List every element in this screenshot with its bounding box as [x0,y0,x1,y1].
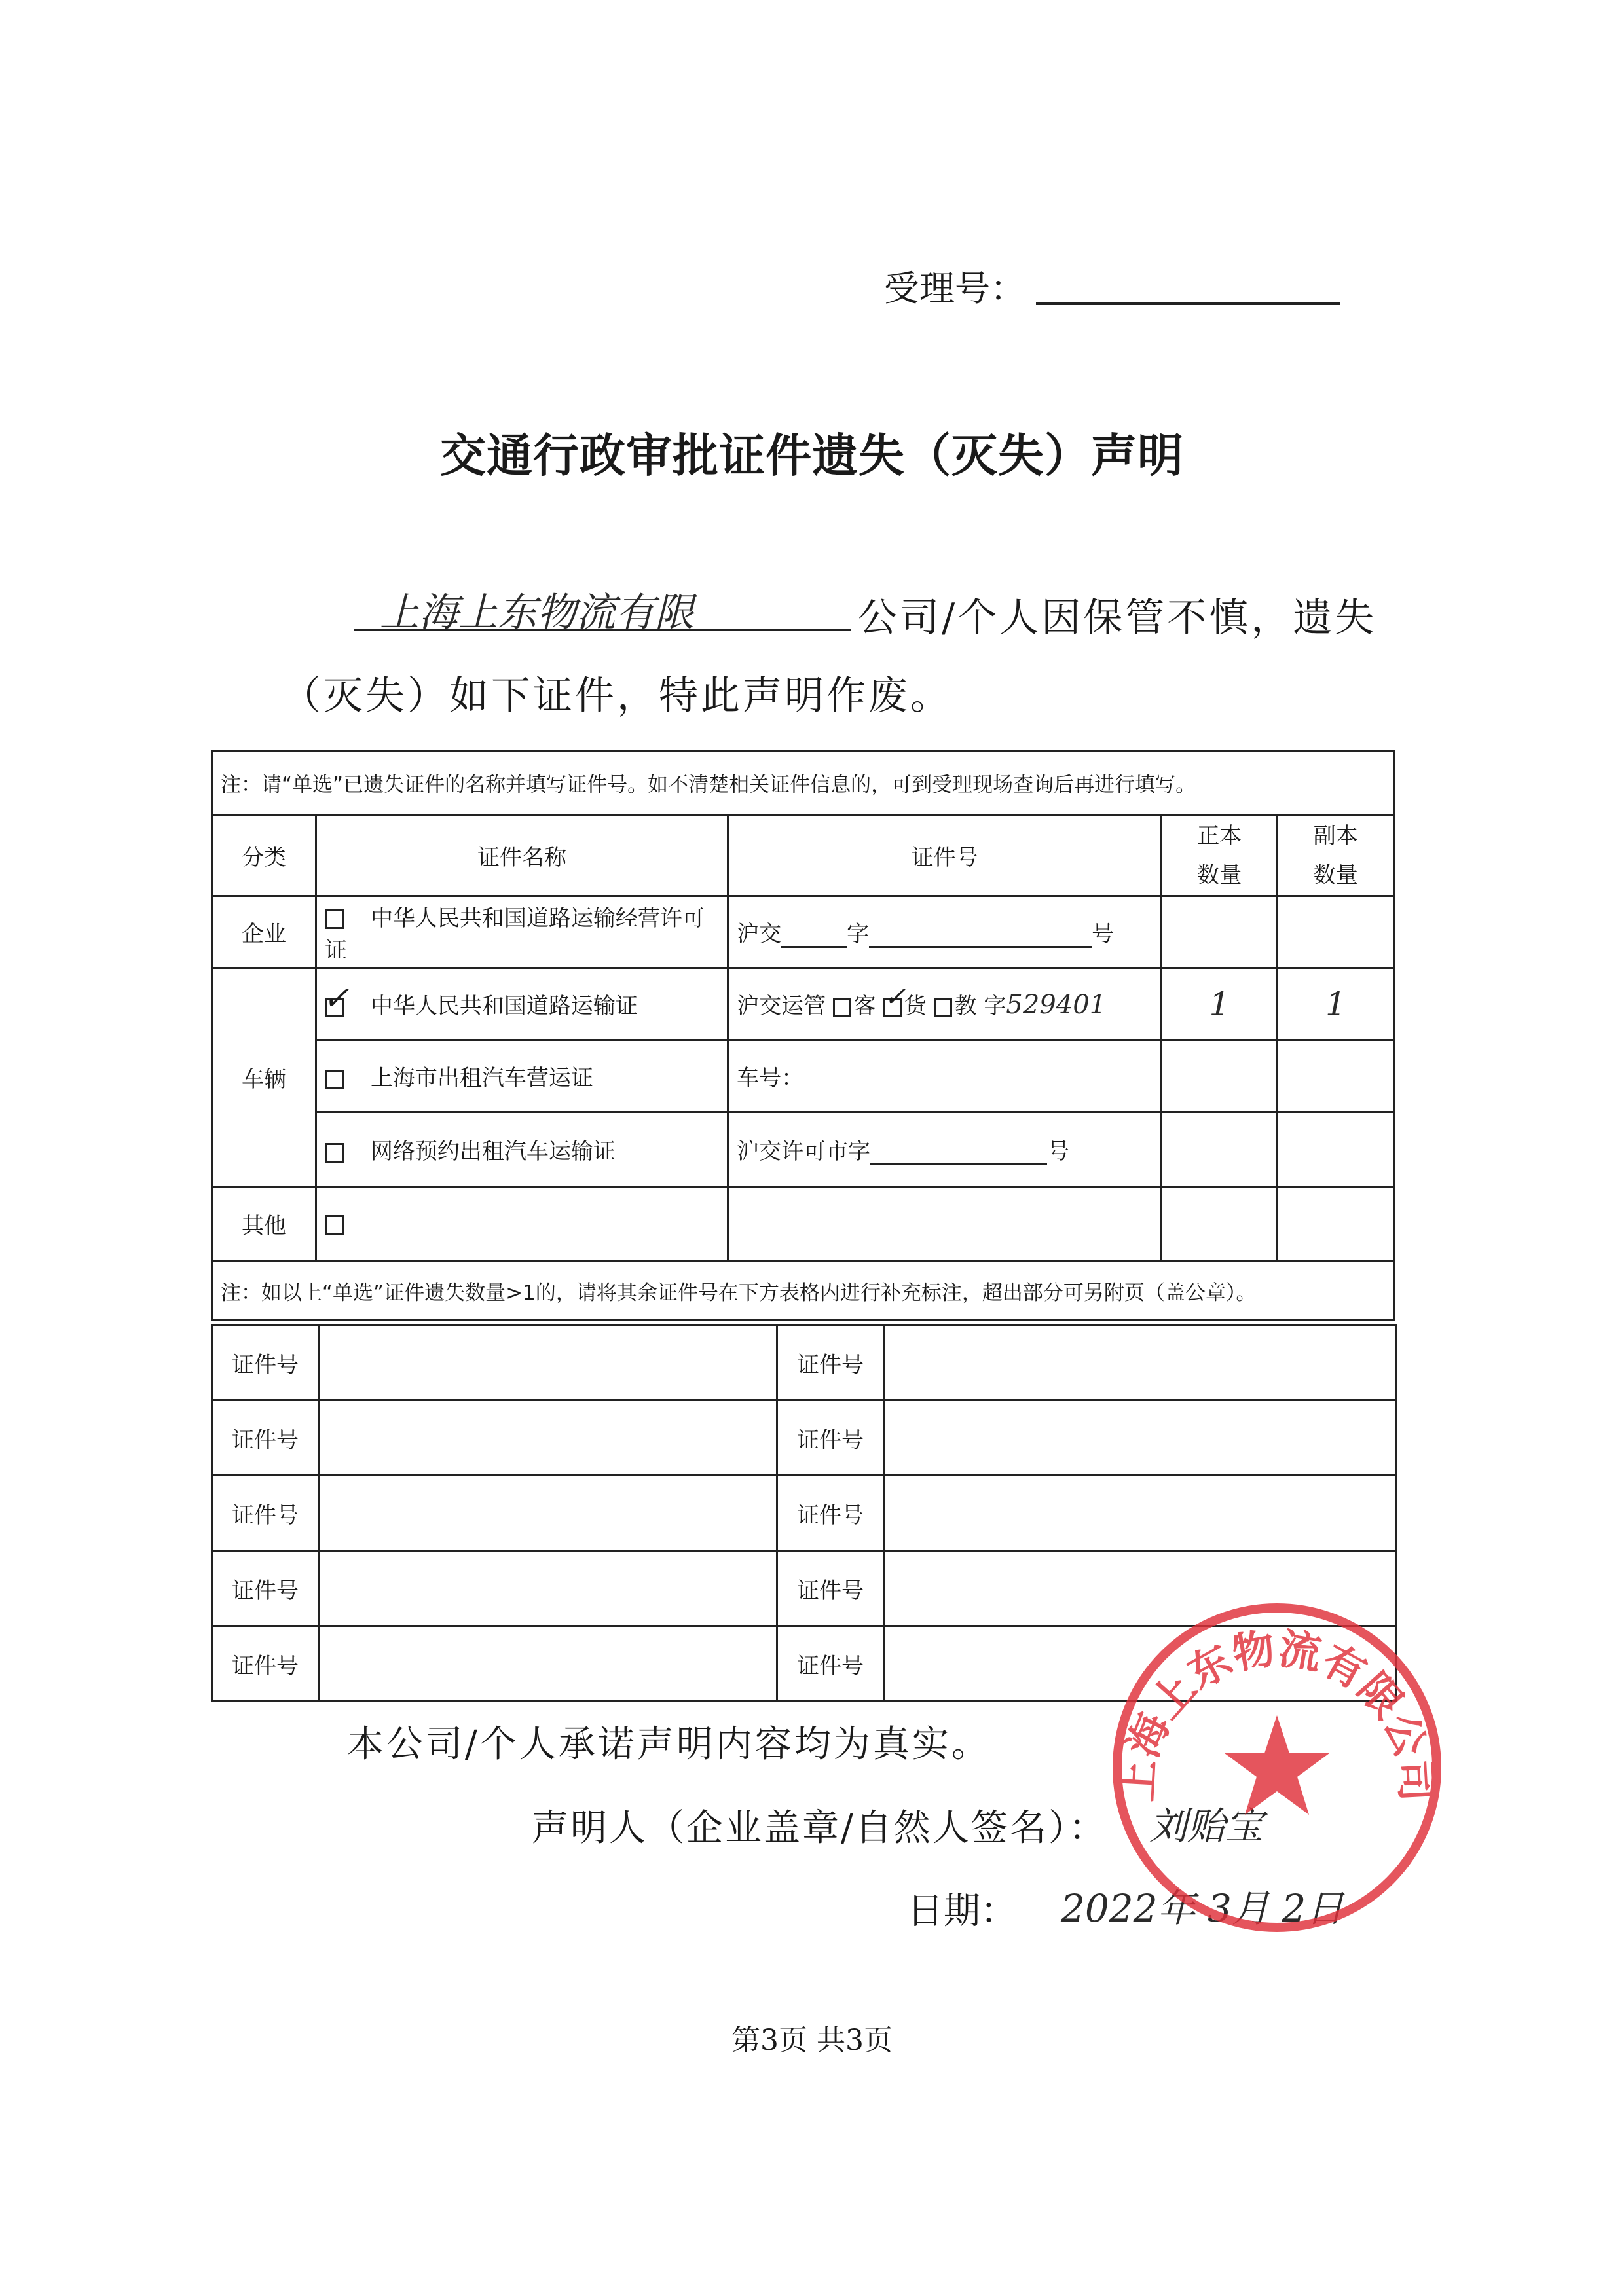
header-copy-qty-text: 副本数量 [1313,822,1358,888]
cert-row-4-field[interactable] [870,1144,1047,1165]
option-training-label: 教 [954,993,977,1019]
cert-row-4-copy-qty[interactable] [1278,1112,1394,1187]
extra-number-label: 证件号 [212,1476,319,1551]
extra-number-label: 证件号 [212,1626,319,1702]
option-training-checkbox[interactable] [934,998,952,1017]
cert-row-4-suffix: 号 [1047,1139,1070,1165]
cert-row-4-number [728,1112,1162,1187]
cert-row-4-name [316,1112,728,1187]
cert-row-other-original-qty[interactable] [1162,1187,1278,1262]
note-top: 注：请“单选”已遗失证件的名称并填写证件号。如不清楚相关证件信息的，可到受理现场查询后再进行填写。 [212,751,1394,815]
extra-number-field[interactable] [319,1551,777,1626]
cert-row-4-label: 网络预约出租汽车运输证 [370,1139,616,1165]
extra-number-label: 证件号 [777,1626,884,1702]
accept-number-field[interactable] [1036,302,1340,305]
cert-row-2-word: 字 [984,993,1006,1019]
note-bottom: 注：如以上“单选”证件遗失数量>1的，请将其余证件号在下方表格内进行补充标注，超出部分可另附页（盖公章）。 [212,1262,1394,1321]
cert-row-4-checkbox[interactable] [325,1143,344,1163]
cert-row-1-label: 中华人民共和国道路运输经营许可证 [324,905,705,964]
date-label: 日期： [907,1890,1017,1933]
header-copy-qty [1278,815,1394,896]
cert-row-1-field-a[interactable] [781,926,847,948]
cert-row-3-name [316,1040,728,1112]
extra-number-field[interactable] [319,1476,777,1551]
cert-row-1-number [728,896,1162,968]
declarant-label: 声明人（企业盖章/自然人签名）： [532,1807,1107,1850]
cert-row-other-name [316,1187,728,1262]
cert-row-3-original-qty[interactable] [1162,1040,1278,1112]
seal-star-icon [1225,1715,1329,1815]
cert-row-1-field-b[interactable] [869,926,1092,948]
company-name-handwritten[interactable]: 上海上东物流有限 [380,590,694,636]
cert-row-2-number-value[interactable]: 529401 [1006,990,1107,1020]
check-mark-icon: ✓ [883,981,906,1012]
cert-row-2-label: 中华人民共和国道路运输证 [370,993,638,1019]
extra-number-label: 证件号 [777,1551,884,1626]
cert-row-2-copy-qty[interactable]: 1 [1278,968,1394,1040]
header-category: 分类 [212,815,316,896]
extra-number-field[interactable] [884,1400,1396,1476]
option-passenger-label: 客 [853,993,876,1019]
header-number: 证件号 [728,815,1162,896]
cert-row-2-number [728,968,1162,1040]
declarant-signature[interactable]: 刘贻宝 [1149,1804,1264,1848]
extra-number-label: 证件号 [777,1476,884,1551]
extra-number-label: 证件号 [212,1400,319,1476]
extra-number-field[interactable] [319,1400,777,1476]
category-enterprise: 企业 [212,896,316,968]
category-vehicle: 车辆 [212,968,316,1187]
cert-row-1-name [316,896,728,968]
cert-row-3-copy-qty[interactable] [1278,1040,1394,1112]
cert-row-2-checkbox[interactable] [322,979,350,1017]
option-cargo-label: 货 [904,993,927,1019]
cert-row-1-copy-qty[interactable] [1278,896,1394,968]
cert-row-2-name [316,968,728,1040]
extra-number-field[interactable] [884,1325,1396,1400]
promise-text: 本公司/个人承诺声明内容均为真实。 [347,1723,991,1766]
cert-row-4-original-qty[interactable] [1162,1112,1278,1187]
extra-number-field[interactable] [319,1325,777,1400]
cert-row-2-prefix: 沪交运管 [737,993,826,1019]
cert-row-4-prefix: 沪交许可市字 [737,1139,871,1165]
accept-number-label: 受理号： [884,268,1025,309]
extra-number-label: 证件号 [777,1325,884,1400]
extra-number-row [212,1325,1396,1400]
page-title: 交通行政审批证件遗失（灭失）声明 [440,428,1184,483]
extra-number-label: 证件号 [212,1551,319,1626]
category-other: 其他 [212,1187,316,1262]
header-name: 证件名称 [316,815,728,896]
extra-number-label: 证件号 [777,1400,884,1476]
cert-row-other-checkbox[interactable] [325,1215,344,1235]
seal-text: 上海上东物流有限公司 [1113,1624,1441,1803]
header-original-qty [1162,815,1278,896]
cert-row-1-checkbox[interactable] [325,909,344,929]
date-value[interactable]: 2022年 3月 2日 [1061,1886,1344,1931]
cert-row-3-prefix: 车号： [737,1065,804,1091]
option-cargo-checkbox[interactable] [883,981,906,1017]
extra-number-row [212,1400,1396,1476]
cert-row-3-label: 上海市出租汽车营运证 [370,1065,593,1091]
cert-row-1-suffix: 号 [1092,921,1115,947]
cert-row-2-original-qty[interactable]: 1 [1162,968,1278,1040]
check-mark-icon: ✓ [322,979,350,1017]
cert-row-3-checkbox[interactable] [325,1070,344,1089]
cert-row-3-number [728,1040,1162,1112]
extra-number-label: 证件号 [212,1325,319,1400]
cert-row-other-number[interactable] [728,1187,1162,1262]
header-original-qty-text: 正本数量 [1197,822,1242,888]
cert-row-1-mid: 字 [847,921,870,947]
company-seal-stamp [1107,1597,1447,1938]
extra-number-field[interactable] [319,1626,777,1702]
extra-number-row [212,1476,1396,1551]
extra-number-field[interactable] [884,1476,1396,1551]
cert-row-1-original-qty[interactable] [1162,896,1278,968]
option-passenger-checkbox[interactable] [833,998,851,1017]
page-number: 第3页 共3页 [731,2024,893,2057]
statement-line-2: （灭失）如下证件，特此声明作废。 [282,673,952,719]
statement-line-1: 公司/个人因保管不慎，遗失 [858,595,1377,641]
cert-row-other-copy-qty[interactable] [1278,1187,1394,1262]
cert-row-1-prefix: 沪交 [737,921,782,947]
certificate-table [211,750,1395,1321]
